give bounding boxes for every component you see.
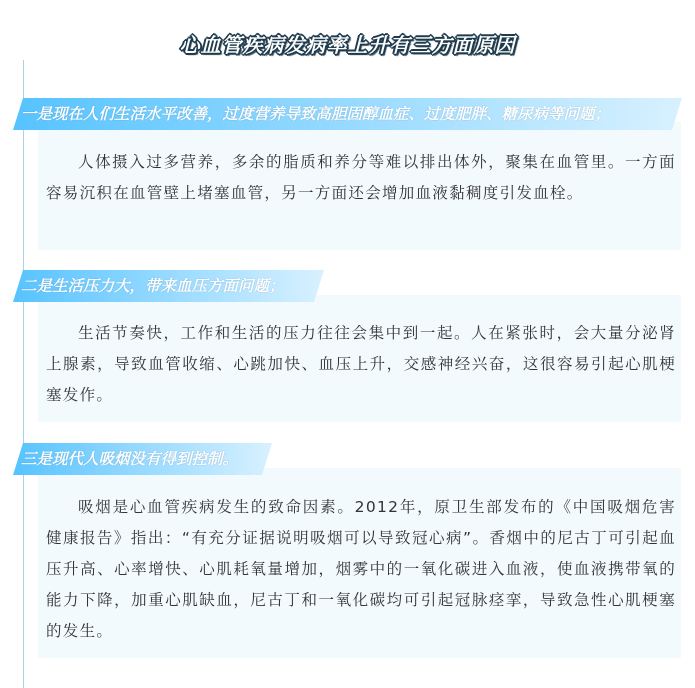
timeline-line <box>23 60 24 688</box>
section-2-body: 生活节奏快，工作和生活的压力往往会集中到一起。人在紧张时，会大量分泌肾上腺素，导致血管收缩、心跳加快、血压上升，交感神经兴奋，这很容易引起心肌梗塞发作。 <box>46 324 676 404</box>
section-3-heading: 三是现代人吸烟没有得到控制。 <box>21 450 239 468</box>
section-1-heading: 一是现在人们生活水平改善，过度营养导致高胆固醇血症、过度肥胖、糖尿病等问题； <box>21 105 611 123</box>
section-2-banner <box>13 270 324 302</box>
article-title: 心血管疾病发病率上升有三方面原因 <box>179 33 516 57</box>
section-1-body: 人体摄入过多营养，多余的脂质和养分等难以排出体外，聚集在血管里。一方面容易沉积在血管壁上堵塞血管，另一方面还会增加血液黏稠度引发血栓。 <box>46 153 676 202</box>
section-1-banner <box>13 98 682 130</box>
section-3-banner <box>13 443 272 475</box>
section-2-heading: 二是生活压力大，带来血压方面问题； <box>21 277 285 295</box>
section-3-body: 吸烟是心血管疾病发生的致命因素。2012年，原卫生部发布的《中国吸烟危害健康报告》指出：“有充分证据说明吸烟可以导致冠心病”。香烟中的尼古丁可引起血压升高、心率增快、心肌耗氧量增加，烟雾中的一氧化碳进入血液，使血液携带氧的能力下降，加重心肌缺血，尼古丁和一氧化碳均可引起冠脉痉挛，导致急性心肌梗塞的发生。 <box>46 498 676 640</box>
